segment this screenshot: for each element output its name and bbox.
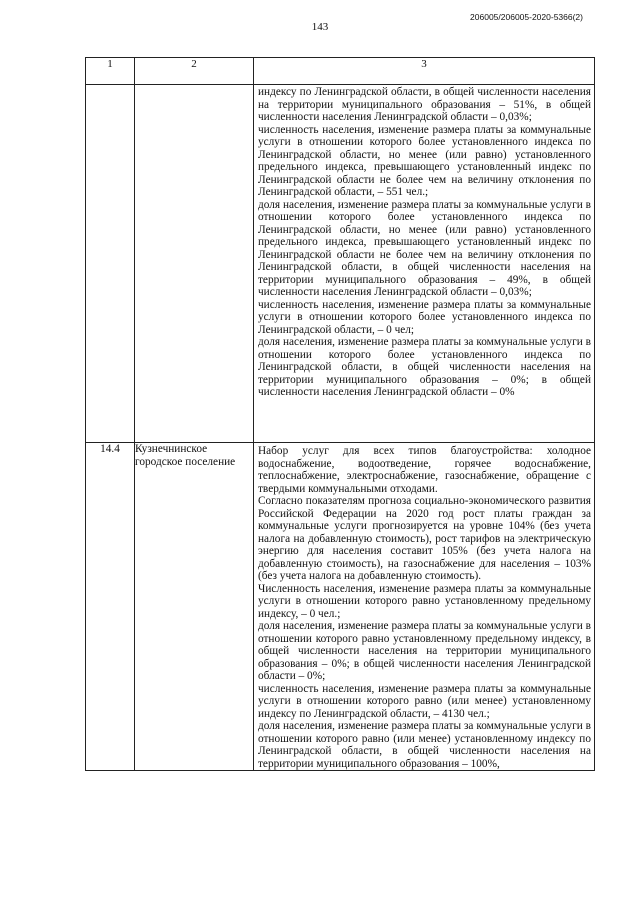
- data-table: [85, 57, 595, 771]
- table-header-row: [86, 58, 595, 85]
- paragraph: доля населения, изменение размера платы за коммунальные услуги в отношении которого более установленного индекса по Ленинградской области, но менее (или равно) установленного предельного индекса, превышающего установленный индекс по Ленинградской области не более чем на величину отклонения по Ленинградской области, в общей численности населения на территории муниципального образования – 49%, в общей численности населения Ленинградской области – 0,03%;: [258, 198, 591, 298]
- settlement-name: Кузнечнинское городское поселение: [135, 443, 254, 771]
- paragraph: численность населения, изменение размера платы за коммунальные услуги в отношении которого более установленного индекса по Ленинградской области, – 0 чел;: [258, 298, 591, 336]
- paragraph: Согласно показателям прогноза социально-экономического развития Российской Федерации на 2020 год рост платы граждан за коммунальные услуги прогнозируется на уровне 104% (без учета налога на добавленную стоимость), рост тарифов на электрическую энергию для населения составит 105% (без учета налога на добавленную стоимость), на газоснабжение для населения – 103% (без учета налога на добавленную стоимость).: [258, 495, 591, 582]
- row-number: 14.4: [86, 443, 135, 771]
- paragraph: Набор услуг для всех типов благоустройства: холодное водоснабжение, водоотведение, горячее водоснабжение, теплоснабжение, электроснабжение, газоснабжение, обращение с твердыми коммунальными отходами.: [258, 445, 591, 495]
- description-cell: [254, 443, 595, 771]
- column-header-1: 1: [86, 58, 135, 85]
- settlement-name: [135, 85, 254, 443]
- paragraph: доля населения, изменение размера платы за коммунальные услуги в отношении которого более установленного индекса по Ленинградской области, в общей численности населения на территории муниципального образования – 0%; в общей численности населения Ленинградской области – 0%: [258, 336, 591, 398]
- paragraph: доля населения, изменение размера платы за коммунальные услуги в отношении которого равно установленному предельному индексу, в общей численности населения на территории муниципального образования – 0%; в общей численности населения Ленинградской области – 0%;: [258, 620, 591, 682]
- page-number: 143: [311, 21, 329, 33]
- table-row: [86, 443, 595, 771]
- document-id: 206005/206005-2020-5366(2): [470, 12, 583, 22]
- paragraph: численность населения, изменение размера платы за коммунальные услуги в отношении которого равно (или менее) установленному индексу по Ленинградской области, – 4130 чел.;: [258, 682, 591, 720]
- paragraph: индексу по Ленинградской области, в общей численности населения на территории муниципального образования – 51%, в общей численности населения Ленинградской области – 0,03%;: [258, 86, 591, 123]
- paragraph: Численность населения, изменение размера платы за коммунальные услуги в отношении которого равно установленному предельному индексу, – 0 чел.;: [258, 582, 591, 620]
- paragraph: доля населения, изменение размера платы за коммунальные услуги в отношении которого равно (или менее) установленному индексу по Ленинградской области, в общей численности населения на территории муниципального образования – 100%,: [258, 720, 591, 770]
- row-number: [86, 85, 135, 443]
- table-row: [86, 85, 595, 443]
- column-header-2: 2: [135, 58, 254, 85]
- column-header-3: 3: [254, 58, 595, 85]
- paragraph: численность населения, изменение размера платы за коммунальные услуги в отношении которого более установленного индекса по Ленинградской области, но менее (или равно) установленного предельного индекса, превышающего установленный индекс по Ленинградской области не более чем на величину отклонения по Ленинградской области, – 551 чел.;: [258, 123, 591, 198]
- description-cell: [254, 85, 595, 443]
